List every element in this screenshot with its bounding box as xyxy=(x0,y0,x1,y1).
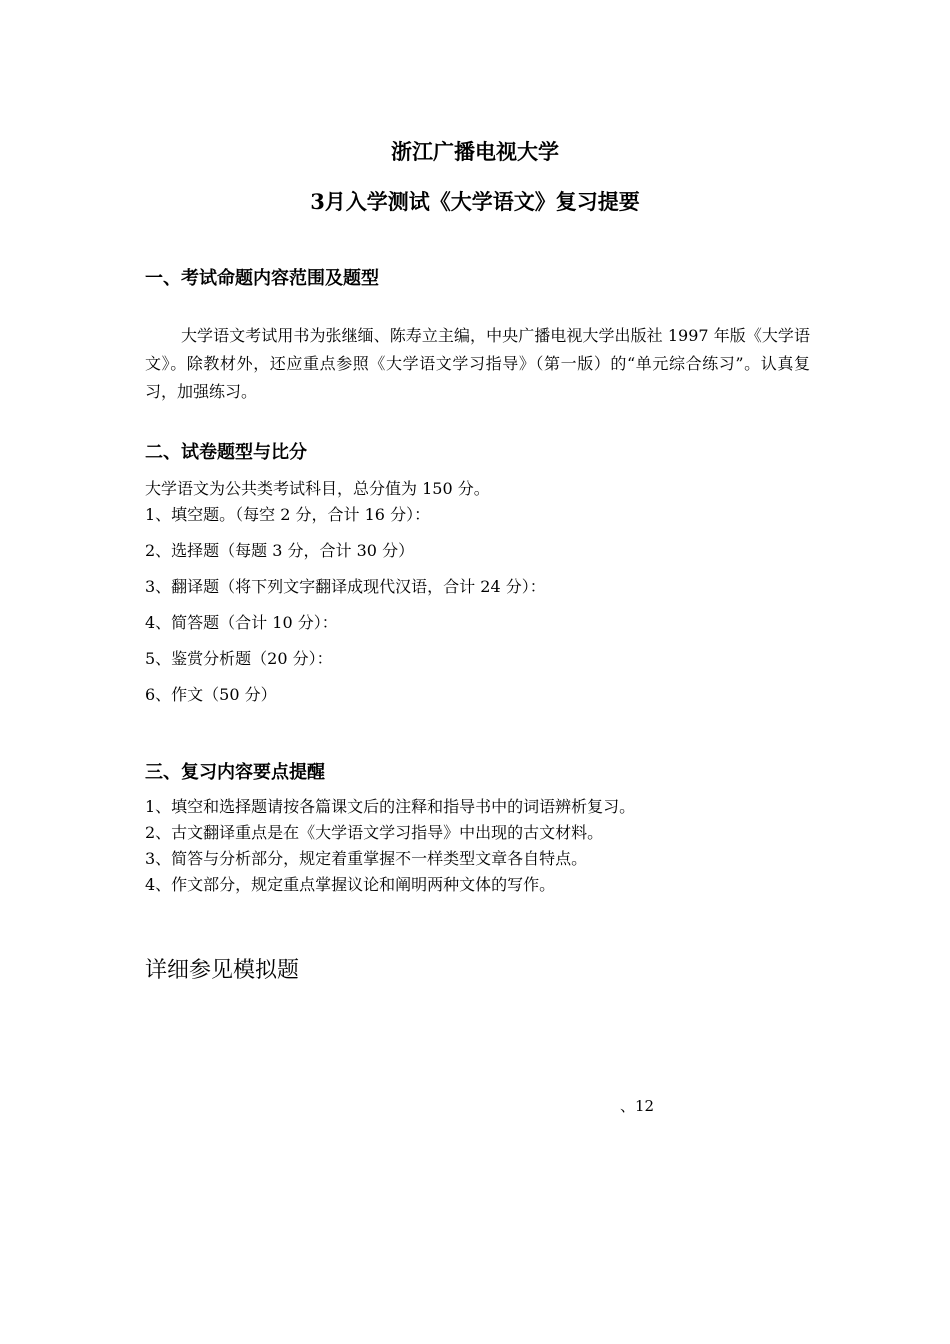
list-item: 2、古文翻译重点是在《大学语文学习指导》中出现的古文材料。 xyxy=(145,823,604,842)
page-number: 、12 xyxy=(620,1097,655,1115)
list-item: 1、填空题。（每空 2 分，合计 16 分）： xyxy=(145,505,431,524)
section1-heading: 一、考试命题内容范围及题型 xyxy=(145,268,379,289)
footer-note: 详细参见模拟题 xyxy=(145,958,300,983)
document-title: 浙江广播电视大学 xyxy=(391,139,559,164)
list-item: 1、填空和选择题请按各篇课文后的注释和指导书中的词语辨析复习。 xyxy=(145,797,636,816)
list-item: 3、翻译题（将下列文字翻译成现代汉语，合计 24 分）： xyxy=(145,577,546,596)
list-item: 4、简答题（合计 10 分）： xyxy=(145,613,338,632)
section2-heading: 二、试卷题型与比分 xyxy=(145,442,307,463)
section2-intro: 大学语文为公共类考试科目，总分值为 150 分。 xyxy=(145,479,490,498)
list-item: 3、简答与分析部分，规定着重掌握不一样类型文章各自特点。 xyxy=(145,849,588,868)
list-item: 2、选择题（每题 3 分，合计 30 分） xyxy=(145,541,415,560)
section3-heading: 三、复习内容要点提醒 xyxy=(145,762,325,783)
document-subtitle: 3月入学测试《大学语文》复习提要 xyxy=(310,189,640,214)
list-item: 4、作文部分，规定重点掌握议论和阐明两种文体的写作。 xyxy=(145,875,556,894)
list-item: 5、鉴赏分析题（20 分）： xyxy=(145,649,333,668)
list-item: 6、作文（50 分） xyxy=(145,685,277,704)
section1-paragraph: 大学语文考试用书为张继缅、陈寿立主编，中央广播电视大学出版社 1997 年版《大学语文》。除教材外，还应重点参照《大学语文学习指导》（第一版）的“单元综合练习”。认真复习，加强练习。 xyxy=(145,326,810,401)
